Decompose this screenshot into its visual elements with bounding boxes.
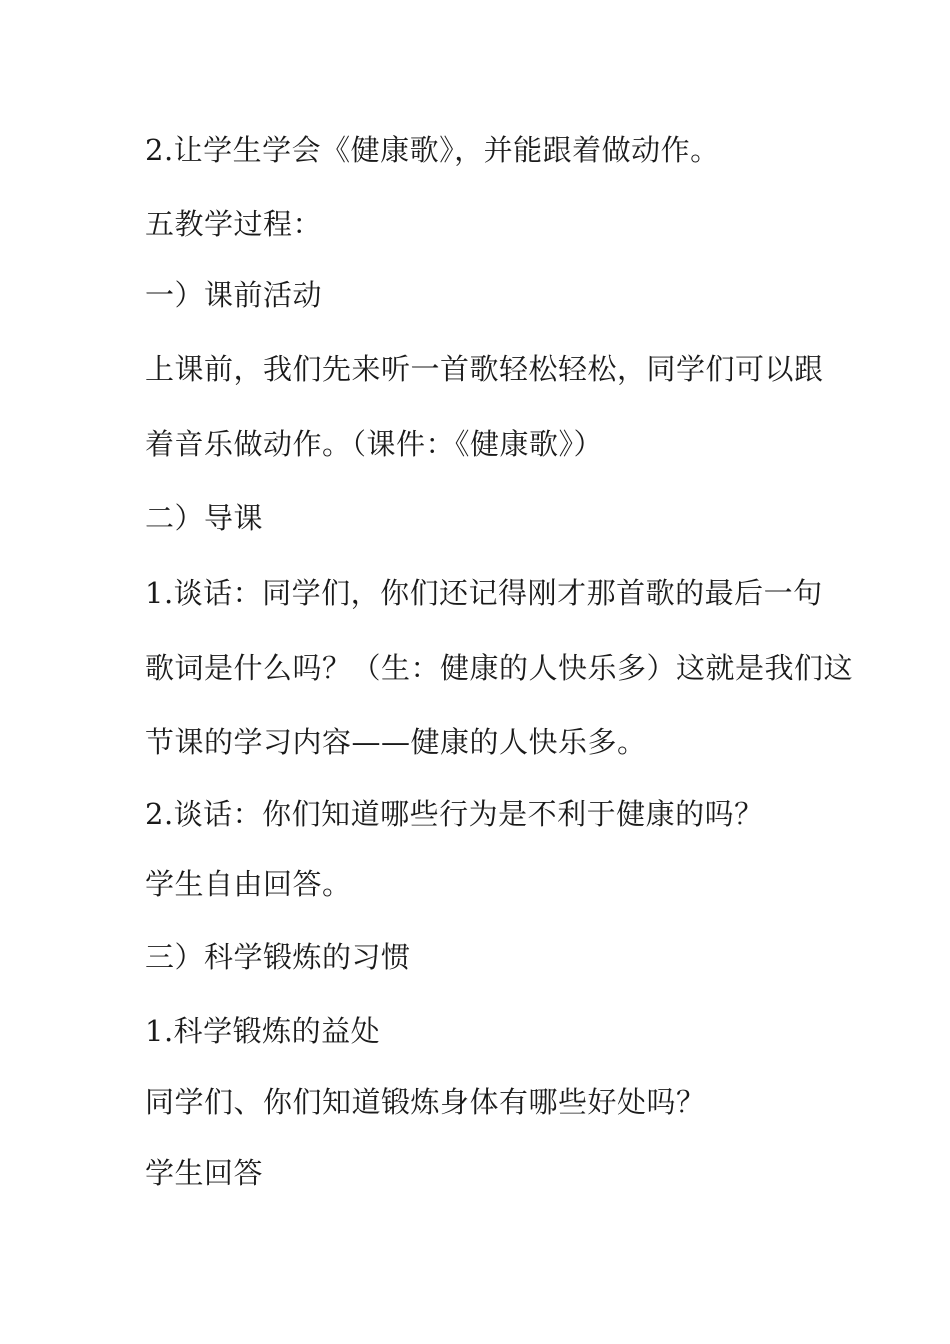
text-line-paragraph-2c: 节课的学习内容——健康的人快乐多。: [145, 725, 647, 759]
text-line-paragraph-4: 学生自由回答。: [145, 867, 352, 901]
text-line-item-1: 1.科学锻炼的益处: [145, 1014, 381, 1048]
text-line-goal-2: 2.让学生学会《健康歌》，并能跟着做动作。: [145, 133, 720, 167]
text-line-paragraph-3: 2.谈话：你们知道哪些行为是不利于健康的吗？: [145, 797, 764, 831]
text-line-subsection-one: 一）课前活动: [145, 278, 323, 312]
text-line-subsection-three: 三）科学锻炼的习惯: [145, 940, 411, 974]
text-line-subsection-two: 二）导课: [145, 501, 264, 535]
text-line-paragraph-6: 学生回答: [145, 1156, 264, 1190]
text-line-paragraph-1b: 着音乐做动作。（课件：《健康歌》）: [145, 427, 604, 461]
text-line-paragraph-2a: 1.谈话：同学们，你们还记得刚才那首歌的最后一句: [145, 576, 823, 610]
text-line-section-five: 五教学过程：: [145, 207, 323, 241]
text-line-paragraph-2b: 歌词是什么吗？（生：健康的人快乐多）这就是我们这: [145, 651, 854, 685]
text-line-paragraph-1a: 上课前，我们先来听一首歌轻松轻松，同学们可以跟: [145, 352, 824, 386]
text-line-paragraph-5: 同学们、你们知道锻炼身体有哪些好处吗？: [145, 1085, 706, 1119]
